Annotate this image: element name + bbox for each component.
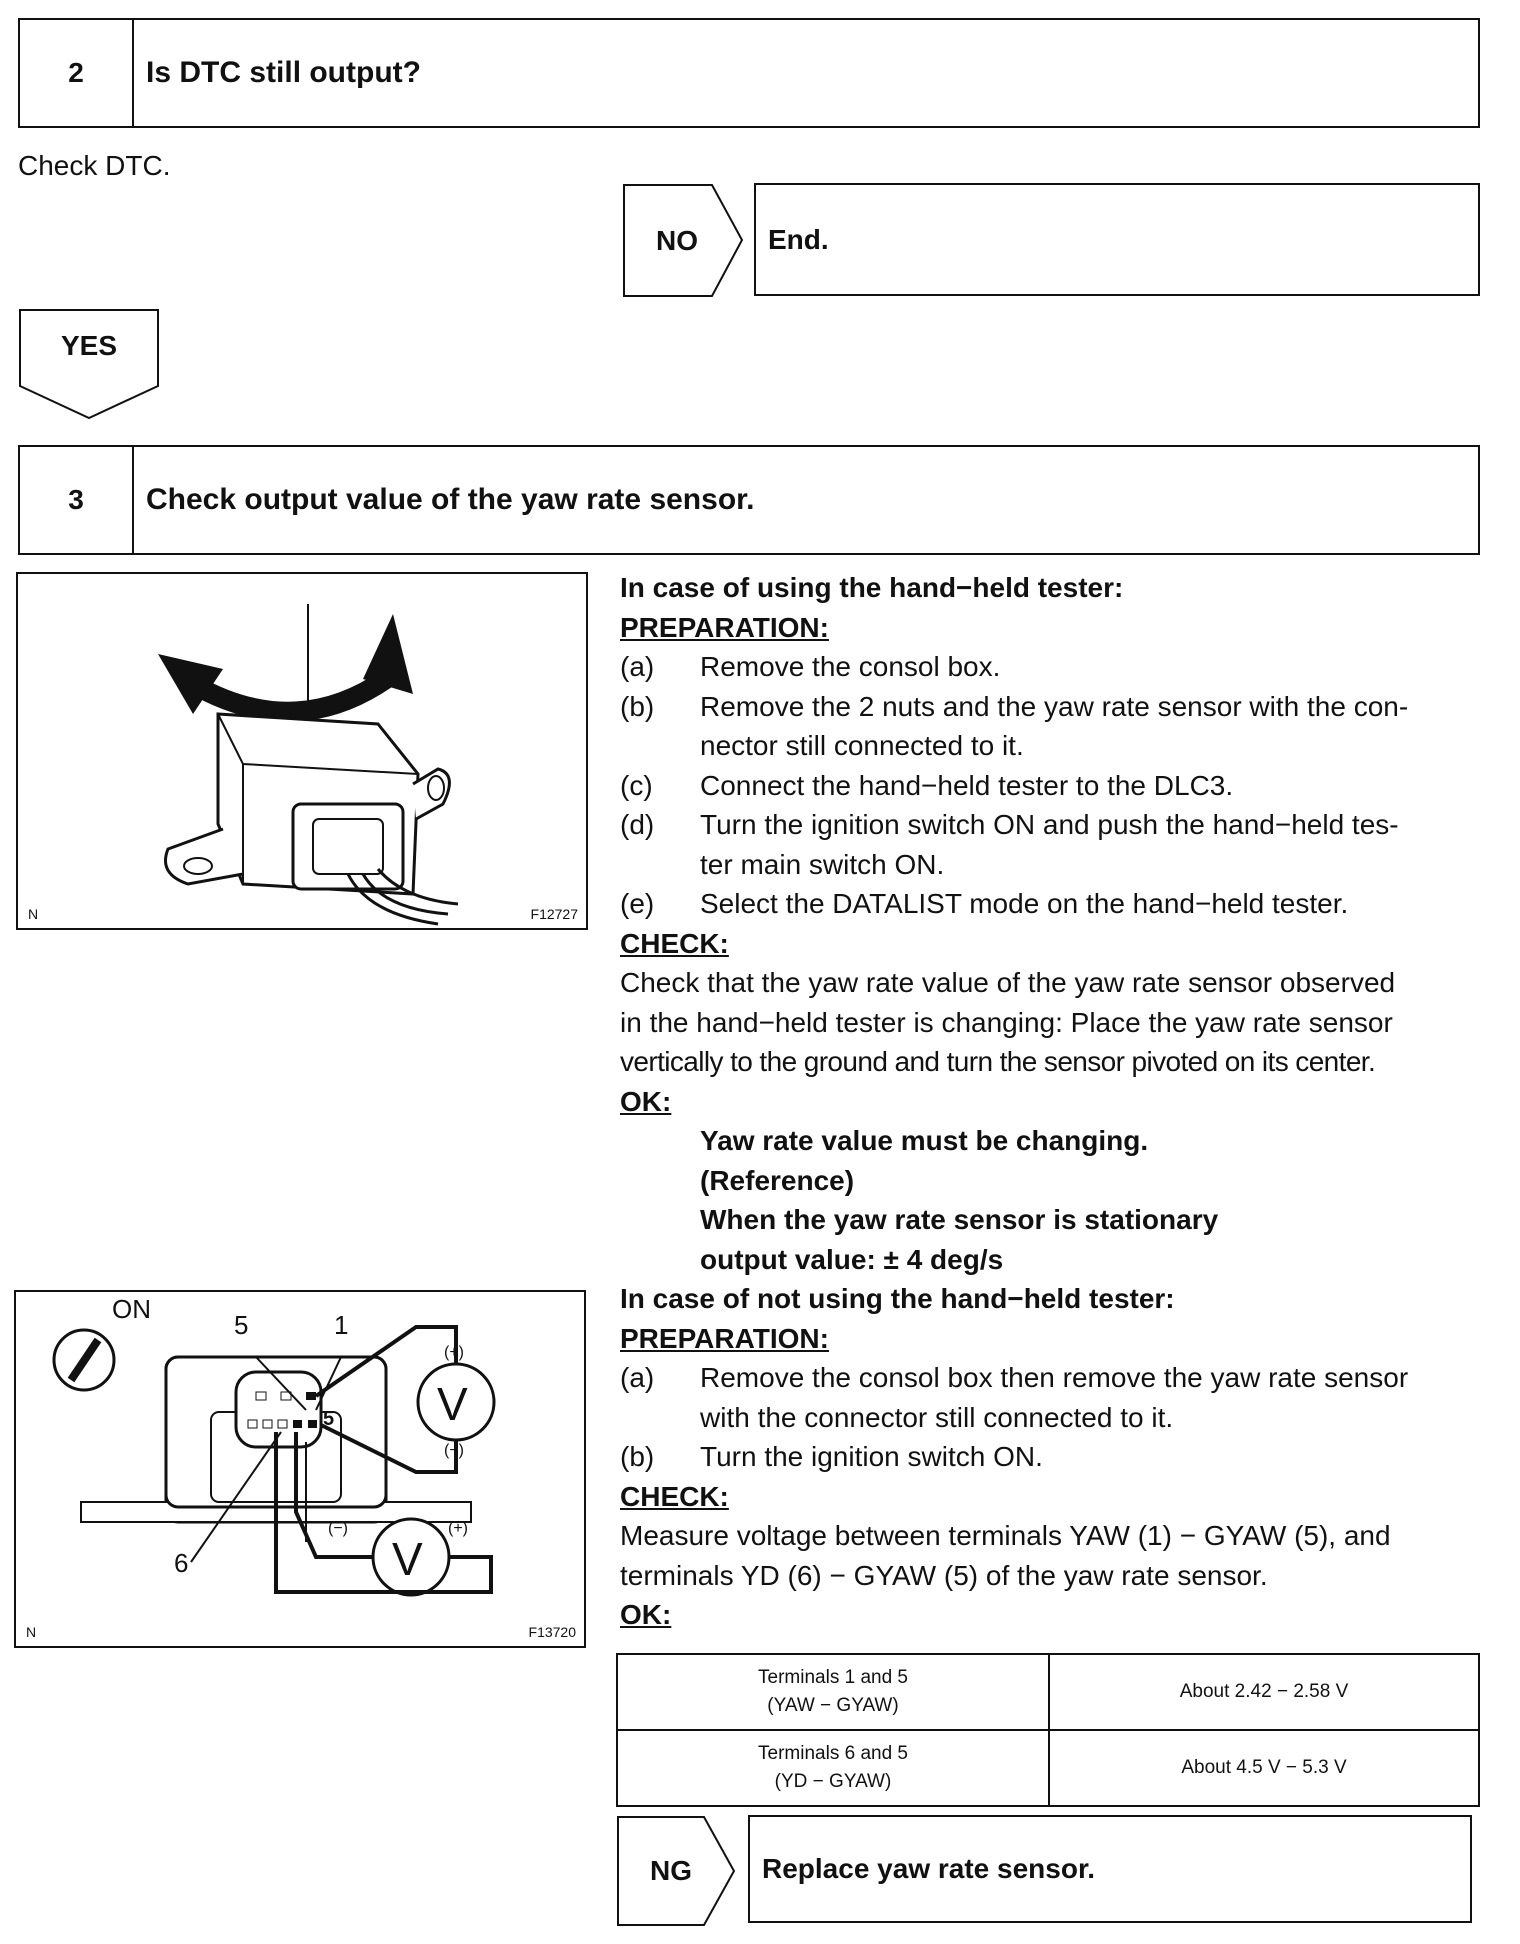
yes-label: YES	[60, 330, 118, 361]
item-label: (b)	[620, 1441, 655, 1472]
ok-label: OK:	[620, 1599, 672, 1630]
figure-code: F12727	[530, 906, 578, 922]
item-text: ter main switch ON.	[700, 848, 945, 880]
check-text-line: vertically to the ground and turn the sensor pivoted on its center.	[620, 1046, 1376, 1077]
pin-1-label: 1	[334, 1310, 349, 1340]
ignition-on-label: ON	[112, 1294, 151, 1324]
table-cell-terminals	[617, 1730, 1049, 1806]
item-label: (d)	[620, 809, 655, 840]
item-text: Select the DATALIST mode on the hand−held tester.	[700, 888, 1349, 919]
pin-6-label: 6	[174, 1548, 189, 1578]
yaw-sensor-rotation-illustration	[18, 574, 586, 928]
without-tester-heading: In case of not using the hand−held tester:	[620, 1283, 1175, 1314]
list-item	[620, 687, 1480, 766]
voltage-spec-table	[616, 1653, 1480, 1807]
check-text-line: Check that the yaw rate value of the yaw rate sensor observed	[620, 967, 1396, 998]
ok-spec	[620, 1121, 1480, 1279]
list-item	[620, 1437, 1480, 1477]
list-item	[620, 805, 1480, 884]
yes-arrow-tag	[18, 308, 160, 420]
item-label: (a)	[620, 1362, 655, 1393]
item-text: Turn the ignition switch ON and push the hand−held tes-	[700, 809, 1399, 840]
lower-meter-label: V	[392, 1533, 423, 1585]
lower-minus-label: (−)	[328, 1520, 348, 1537]
item-text: Connect the hand−held tester to the DLC3.	[700, 769, 1234, 801]
step-title: Is DTC still output?	[146, 56, 421, 89]
check-text-line: Measure voltage between terminals YAW (1) − GYAW (5), and	[620, 1520, 1391, 1551]
figure-corner-label: N	[26, 1624, 37, 1640]
step-title: Check output value of the yaw rate sensor.	[146, 483, 755, 516]
item-text: Remove the consol box then remove the yaw rate sensor	[700, 1362, 1409, 1393]
pin-5b-label: 5	[323, 1408, 335, 1430]
step-3-header	[18, 445, 1480, 555]
no-label: NO	[656, 225, 698, 256]
upper-meter-label: V	[437, 1378, 468, 1430]
item-text: Remove the consol box.	[700, 651, 1001, 682]
with-tester-section	[620, 568, 1480, 1635]
ok-spec-line: output value: ± 4 deg/s	[700, 1243, 1004, 1275]
check-label: CHECK:	[620, 1480, 729, 1512]
step-2-header	[18, 18, 1480, 128]
lower-plus-label: (+)	[448, 1520, 468, 1537]
table-cell-terminals	[617, 1654, 1049, 1730]
terminal-line: (YD − GYAW)	[774, 1771, 892, 1792]
item-label: (a)	[620, 651, 655, 682]
with-tester-heading: In case of using the hand−held tester:	[620, 572, 1124, 603]
preparation-label: PREPARATION:	[620, 1322, 829, 1354]
check-text-line: terminals YD (6) − GYAW (5) of the yaw rate sensor.	[620, 1559, 1268, 1591]
ok-label: OK:	[620, 1085, 672, 1117]
step-number: 3	[20, 447, 134, 553]
no-result-box: End.	[754, 183, 1480, 296]
upper-minus-label: (−)	[444, 1442, 464, 1459]
yaw-sensor-rotation-figure	[16, 572, 588, 930]
table-cell-value: About 4.5 V − 5.3 V	[1049, 1730, 1479, 1806]
ok-spec-line: (Reference)	[700, 1164, 855, 1196]
check-text-line: in the hand−held tester is changing: Place the yaw rate sensor	[620, 1006, 1393, 1038]
item-text: Turn the ignition switch ON.	[700, 1441, 1043, 1472]
check-dtc-text: Check DTC.	[18, 150, 171, 181]
list-item	[620, 766, 1480, 806]
table-row	[617, 1730, 1479, 1806]
item-label: (c)	[620, 769, 653, 801]
list-item	[620, 647, 1480, 687]
item-text: nector still connected to it.	[700, 730, 1024, 761]
preparation-label: PREPARATION:	[620, 611, 829, 643]
ng-result-box: Replace yaw rate sensor.	[748, 1815, 1472, 1923]
ok-spec-line: When the yaw rate sensor is stationary	[700, 1204, 1219, 1235]
terminal-line: Terminals 6 and 5	[758, 1743, 908, 1764]
ng-label: NG	[650, 1855, 692, 1886]
step-number: 2	[20, 20, 134, 126]
figure-corner-label: N	[28, 906, 39, 922]
upper-plus-label: (+)	[444, 1344, 464, 1361]
list-item	[620, 884, 1480, 924]
voltage-measurement-figure	[14, 1290, 586, 1648]
table-row	[617, 1654, 1479, 1730]
item-label: (e)	[620, 888, 655, 919]
list-item	[620, 1358, 1480, 1437]
terminal-line: (YAW − GYAW)	[767, 1695, 899, 1716]
voltage-measurement-illustration	[16, 1292, 584, 1646]
check-label: CHECK:	[620, 927, 729, 959]
item-text: Remove the 2 nuts and the yaw rate sensor with the con-	[700, 690, 1409, 722]
terminal-line: Terminals 1 and 5	[758, 1667, 908, 1688]
ok-spec-line: Yaw rate value must be changing.	[700, 1125, 1149, 1156]
item-label: (b)	[620, 690, 655, 722]
item-text: with the connector still connected to it.	[700, 1401, 1174, 1433]
pin-5-label: 5	[234, 1310, 249, 1340]
figure-code: F13720	[528, 1624, 576, 1640]
table-cell-value: About 2.42 − 2.58 V	[1049, 1654, 1479, 1730]
